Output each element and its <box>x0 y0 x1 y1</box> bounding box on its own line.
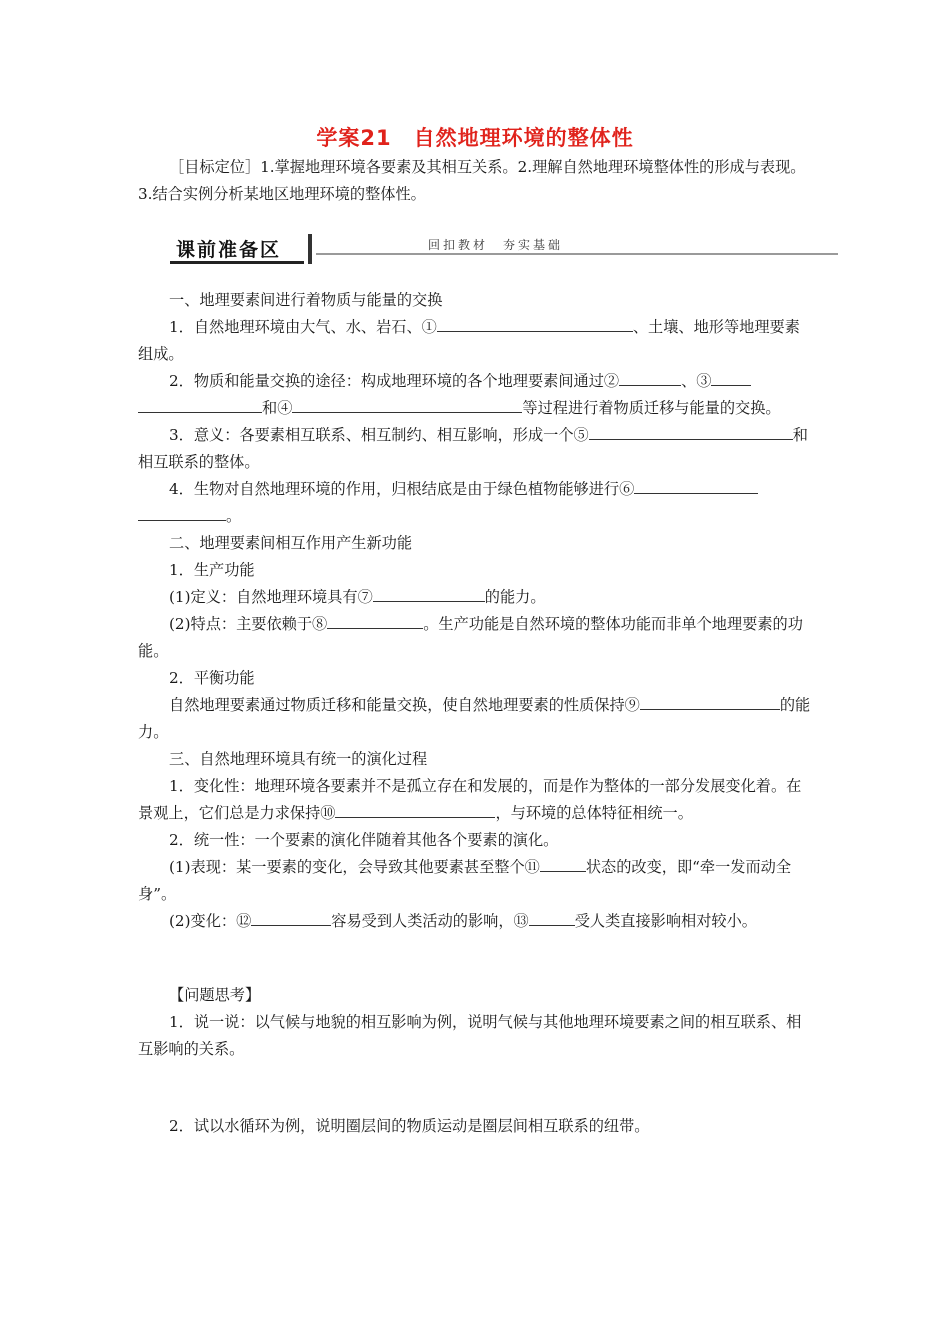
fill-blank <box>711 369 751 386</box>
fill-blank <box>765 423 793 440</box>
fill-blank <box>251 909 331 926</box>
list-item: 自然地理要素通过物质迁移和能量交换，使自然地理要素的性质保持⑨ 的能力。 <box>138 692 814 746</box>
fill-blank <box>634 477 758 494</box>
list-item: 2．物质和能量交换的途径：构成地理环境的各个地理要素间通过② 、③和④ 等过程进行着物质迁移与能量的交换。 <box>138 368 814 422</box>
section-heading: 三、自然地理环境具有统一的演化过程 <box>169 750 428 768</box>
list-item: 3．意义：各要素相互联系、相互制约、相互影响，形成一个⑤ 和相互联系的整体。 <box>138 422 814 476</box>
question-1: 1．说一说：以气候与地貌的相互影响为例，说明气候与其他地理环境要素之间的相互联系、相互影响的关系。 <box>138 1013 802 1058</box>
fill-blank <box>327 612 423 629</box>
title-text: 自然地理环境的整体性 <box>413 126 634 150</box>
questions-block <box>138 982 814 1063</box>
main-content <box>138 287 814 935</box>
fill-blank <box>437 315 633 332</box>
fill-blank <box>138 504 226 521</box>
questions-heading: 【问题思考】 <box>169 986 261 1004</box>
banner-underline <box>170 261 304 264</box>
banner-rule <box>316 253 838 255</box>
section-banner <box>170 232 838 268</box>
list-item: 1．自然地理环境由大气、水、岩石、① 、土壤、地形等地理要素组成。 <box>138 314 814 368</box>
list-item: (2)变化：⑫ 容易受到人类活动的影响，⑬ 受人类直接影响相对较小。 <box>138 908 814 935</box>
page-title <box>0 122 950 152</box>
banner-subtitle: 回扣教材 夯实基础 <box>428 238 564 252</box>
goal-block <box>138 154 814 208</box>
fill-blank <box>750 693 780 710</box>
list-item: 1．变化性：地理环境各要素并不是孤立存在和发展的，而是作为整体的一部分发展变化着。在景观上，它们总是力求保持⑩ ，与环境的总体特征相统一。 <box>138 777 802 822</box>
sub-heading: 2．平衡功能 <box>169 669 255 687</box>
list-item: (1)表现：某一要素的变化，会导致其他要素甚至整个⑪ 状态的改变，即“牵一发而动全身”。 <box>138 854 814 908</box>
goal-paragraph <box>138 154 814 208</box>
question-2: 2．试以水循环为例，说明圈层间的物质运动是圈层间相互联系的纽带。 <box>169 1117 650 1135</box>
section-heading: 二、地理要素间相互作用产生新功能 <box>169 534 412 552</box>
fill-blank <box>589 423 765 440</box>
list-item: 4．生物对自然地理环境的作用，归根结底是由于绿色植物能够进行⑥。 <box>138 476 814 530</box>
fill-blank <box>335 801 495 818</box>
fill-blank <box>540 855 586 872</box>
goal-label: ［目标定位］ <box>169 158 261 176</box>
section-heading: 一、地理要素间进行着物质与能量的交换 <box>169 291 443 309</box>
fill-blank <box>529 909 575 926</box>
list-item: (2)特点：主要依赖于⑧ 。生产功能是自然环境的整体功能而非单个地理要素的功能。 <box>138 611 814 665</box>
banner-title: 课前准备区 <box>176 239 282 261</box>
question-2-block <box>138 1113 814 1140</box>
fill-blank <box>373 585 485 602</box>
banner-divider <box>308 234 312 264</box>
fill-blank <box>640 693 750 710</box>
fill-blank <box>292 396 522 413</box>
list-item: 2．统一性：一个要素的演化伴随着其他各个要素的演化。 <box>169 831 559 849</box>
list-item: (1)定义：自然地理环境具有⑦ 的能力。 <box>138 584 814 611</box>
goal-text: 1.掌握地理环境各要素及其相互关系。2.理解自然地理环境整体性的形成与表现。3.结合实例分析某地区地理环境的整体性。 <box>138 158 806 203</box>
title-number: 学案21 <box>316 126 392 150</box>
sub-heading: 1．生产功能 <box>169 561 255 579</box>
fill-blank <box>138 396 262 413</box>
fill-blank <box>619 369 681 386</box>
